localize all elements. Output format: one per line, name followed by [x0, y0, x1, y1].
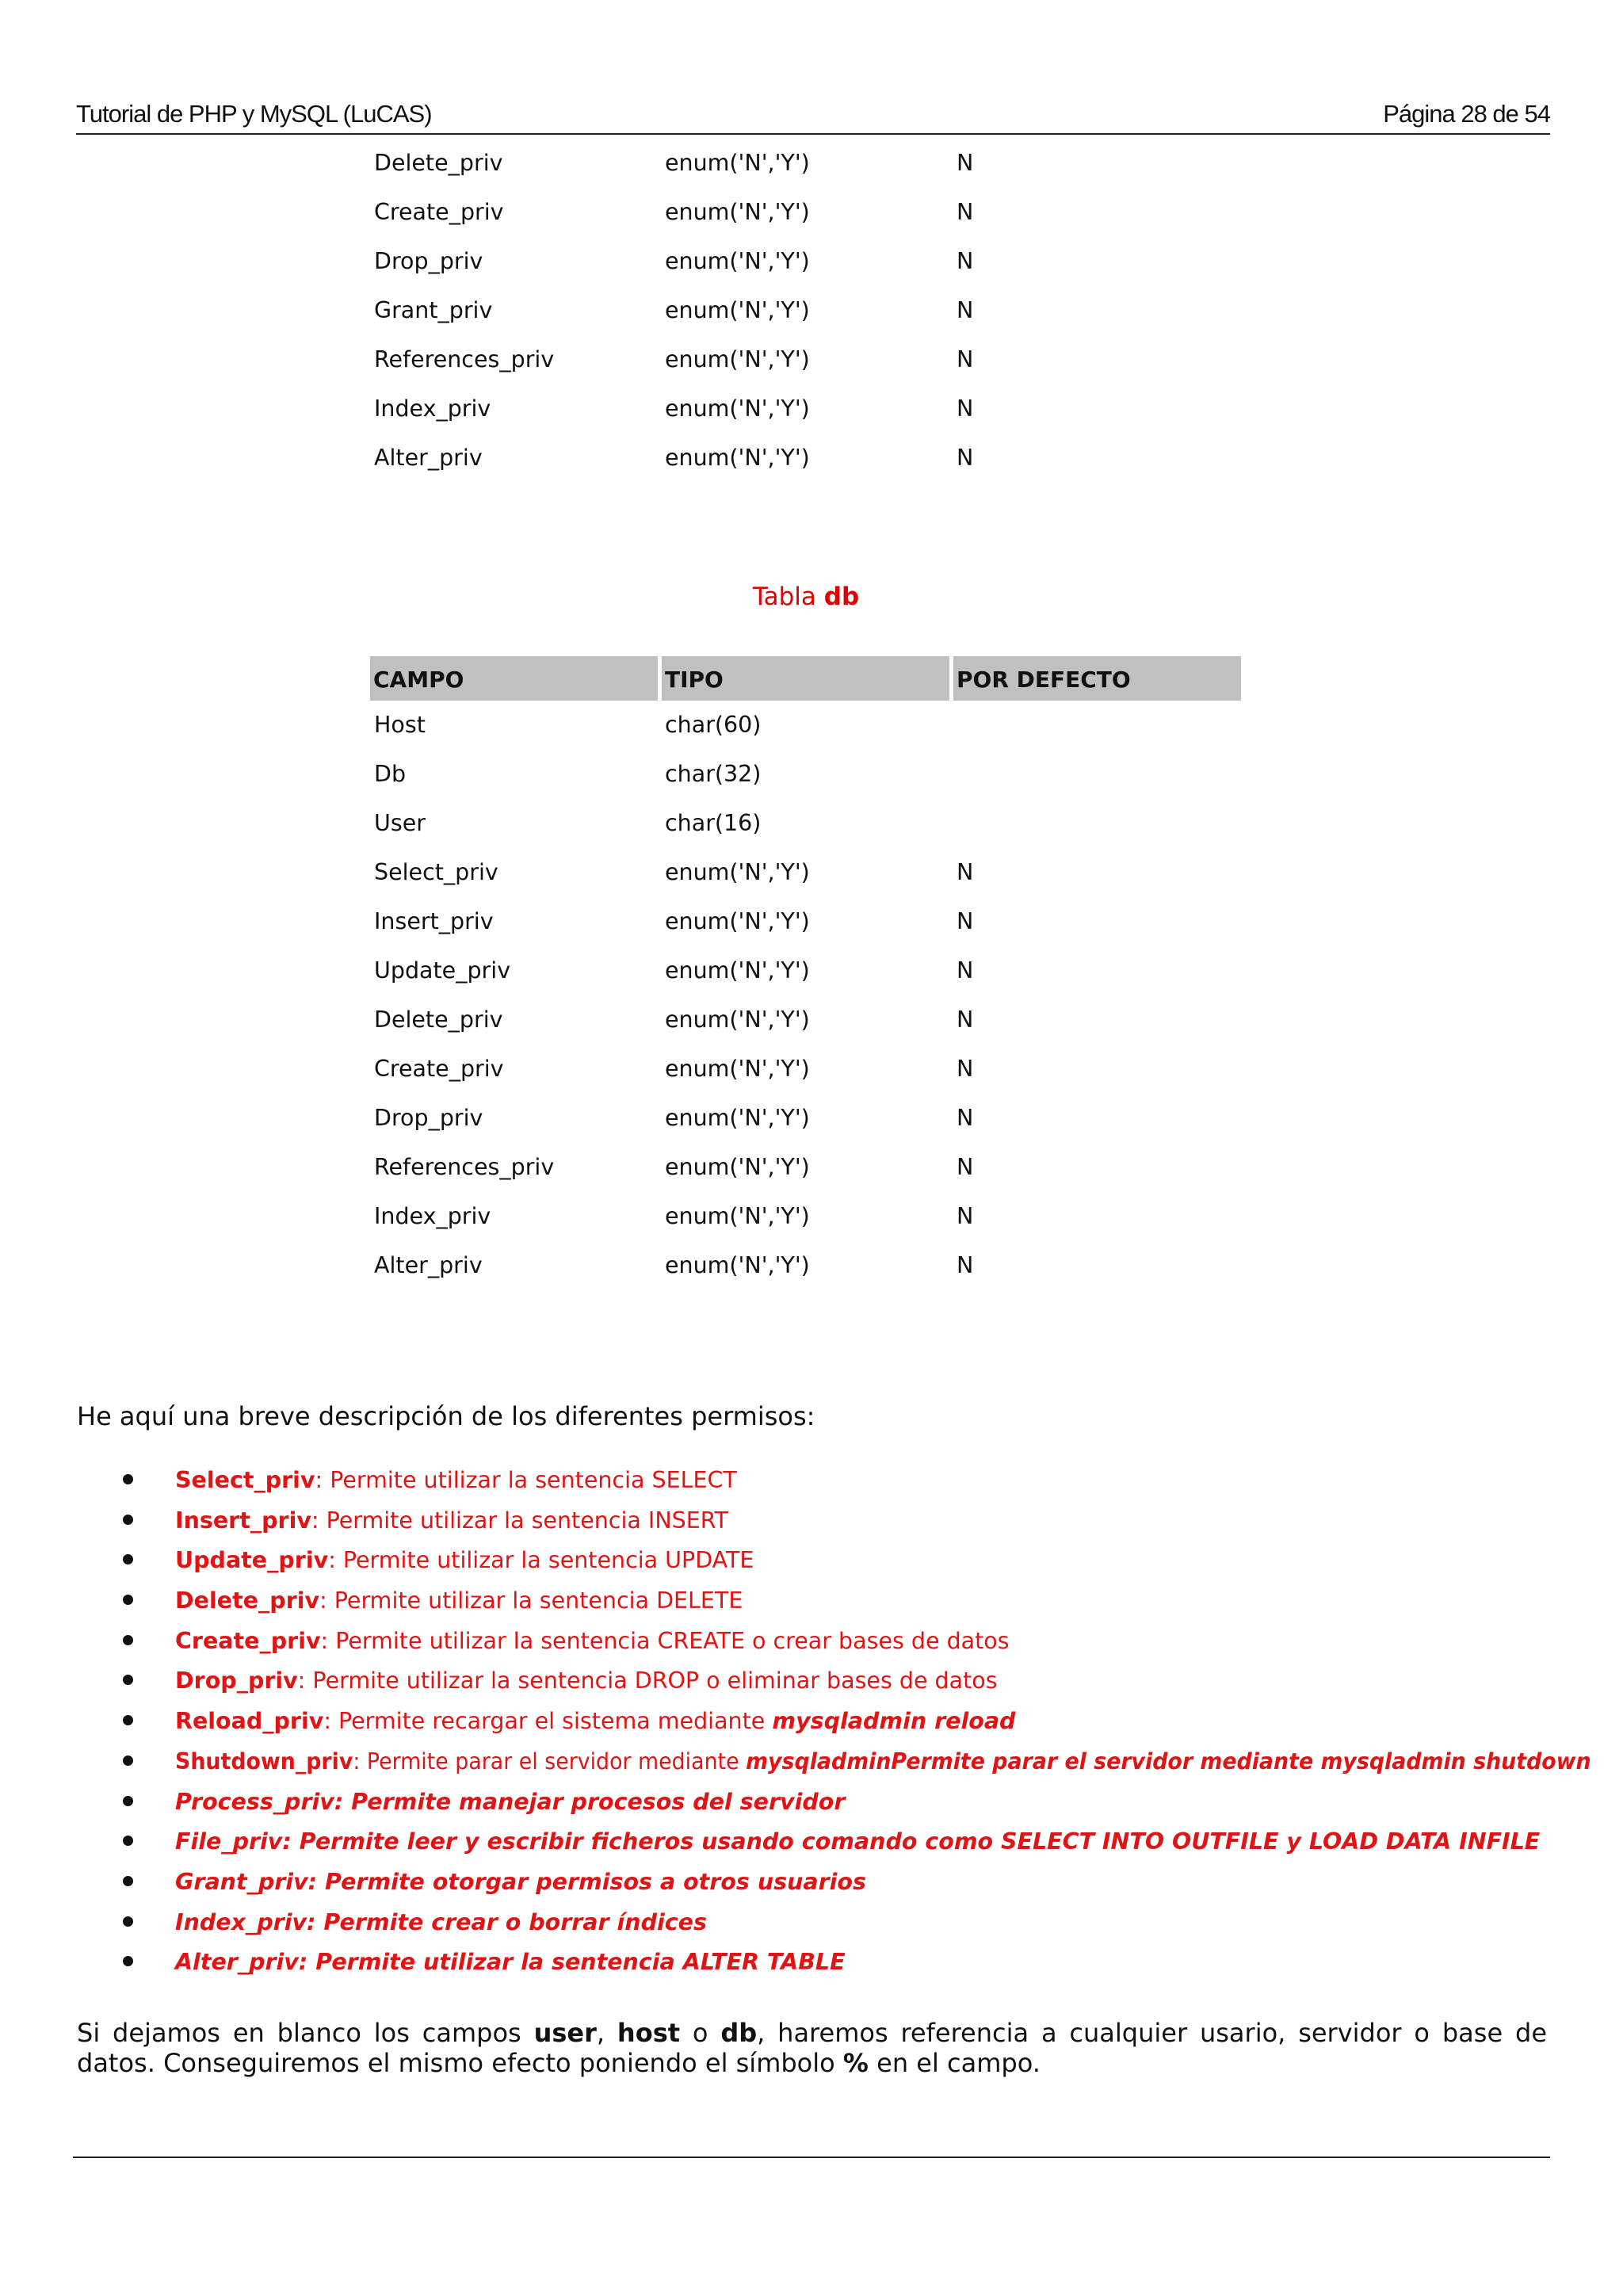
- permission-text: [175, 1869, 866, 1895]
- field-type-cell: enum('N','Y'): [665, 199, 810, 225]
- bullet-icon: [123, 1876, 133, 1886]
- field-type-cell: char(60): [665, 712, 762, 738]
- field-name-cell: Host: [374, 712, 426, 738]
- field-type-cell: enum('N','Y'): [665, 1056, 810, 1082]
- permission-name: Drop_priv: [175, 1668, 298, 1694]
- field-type-cell: enum('N','Y'): [665, 346, 810, 372]
- permission-text: [175, 1748, 1591, 1775]
- field-name-cell: Select_priv: [374, 859, 498, 885]
- bullet-icon: [123, 1635, 133, 1645]
- default-value-cell: N: [957, 395, 974, 422]
- permission-name: Select_priv: [175, 1467, 315, 1493]
- field-type-cell: char(32): [665, 761, 762, 787]
- permission-emphasis: mysqladminPermite parar el servidor mediante mysqladmin shutdown: [746, 1748, 1591, 1775]
- closing-paragraph: Si dejamos en blanco los campos user, host o db, haremos referencia a cualquier usario, servidor o base de datos. Conseguiremos el mismo efecto poniendo el símbolo % en el campo.: [77, 2018, 1548, 2078]
- permission-name: Delete_priv: [175, 1587, 320, 1614]
- table-row: [370, 1246, 1258, 1295]
- field-name-cell: References_priv: [374, 346, 555, 372]
- permission-name: Shutdown_priv: [175, 1748, 353, 1775]
- field-type-cell: enum('N','Y'): [665, 395, 810, 422]
- field-type-cell: enum('N','Y'): [665, 445, 810, 471]
- table-row: [370, 951, 1258, 1000]
- field-name-cell: Delete_priv: [374, 1007, 503, 1033]
- field-name-cell: Grant_priv: [374, 297, 493, 323]
- table-row: [370, 1000, 1258, 1049]
- page-header: [76, 94, 1550, 135]
- field-name-cell: Insert_priv: [374, 908, 494, 934]
- keyword-percent: %: [842, 2048, 869, 2078]
- field-name-cell: Delete_priv: [374, 150, 503, 176]
- table-row: [370, 438, 1258, 487]
- table-row: [370, 902, 1258, 951]
- header-cell-tipo: TIPO: [662, 656, 949, 701]
- keyword-db: db: [720, 2018, 758, 2048]
- field-type-cell: enum('N','Y'): [665, 1154, 810, 1180]
- table-row: [370, 705, 1258, 755]
- field-type-cell: enum('N','Y'): [665, 1203, 810, 1229]
- field-type-cell: enum('N','Y'): [665, 1252, 810, 1278]
- table-caption: [370, 583, 1242, 611]
- permission-text: [175, 1547, 754, 1573]
- user-table-continuation: [370, 143, 1258, 487]
- header-cell-por-defecto: POR DEFECTO: [953, 656, 1241, 701]
- header-cell-campo: CAMPO: [370, 656, 658, 701]
- default-value-cell: N: [957, 1056, 974, 1082]
- keyword-host: host: [617, 2018, 681, 2048]
- permission-description: : Permite parar el servidor mediante: [353, 1748, 747, 1775]
- default-value-cell: N: [957, 248, 974, 274]
- permission-description: : Permite recargar el sistema mediante: [323, 1708, 773, 1735]
- bullet-icon: [123, 1715, 133, 1725]
- permission-text: [175, 1708, 1015, 1734]
- permission-emphasis: Process_priv: Permite manejar procesos del servidor: [175, 1788, 846, 1815]
- default-value-cell: N: [957, 1007, 974, 1033]
- bullet-icon: [123, 1916, 133, 1927]
- default-value-cell: N: [957, 859, 974, 885]
- permission-description: : Permite utilizar la sentencia INSERT: [311, 1507, 728, 1534]
- table-row: [370, 1098, 1258, 1148]
- caption-table-name: db: [823, 583, 860, 611]
- default-value-cell: N: [957, 150, 974, 176]
- table-row: [370, 389, 1258, 438]
- permission-text: [175, 1949, 846, 1975]
- permission-emphasis: Alter_priv: Permite utilizar la sentencia ALTER TABLE: [175, 1949, 846, 1976]
- permission-description: : Permite utilizar la sentencia UPDATE: [328, 1547, 754, 1574]
- default-value-cell: N: [957, 957, 974, 984]
- table-row: [370, 853, 1258, 902]
- intro-text: He aquí una breve descripción de los diferentes permisos:: [77, 1401, 815, 1431]
- field-name-cell: Index_priv: [374, 395, 491, 422]
- table-row: [370, 755, 1258, 804]
- permission-emphasis: Index_priv: Permite crear o borrar índices: [175, 1908, 707, 1935]
- bullet-icon: [123, 1836, 133, 1846]
- keyword-user: user: [533, 2018, 597, 2048]
- field-name-cell: Create_priv: [374, 199, 504, 225]
- table-row: [370, 291, 1258, 340]
- bullet-icon: [123, 1554, 133, 1564]
- default-value-cell: N: [957, 1154, 974, 1180]
- field-type-cell: enum('N','Y'): [665, 957, 810, 984]
- permission-description: : Permite utilizar la sentencia CREATE o crear bases de datos: [320, 1627, 1010, 1654]
- default-value-cell: N: [957, 346, 974, 372]
- field-type-cell: enum('N','Y'): [665, 908, 810, 934]
- field-type-cell: enum('N','Y'): [665, 1105, 810, 1131]
- db-table: [370, 656, 1258, 1295]
- bullet-icon: [123, 1515, 133, 1525]
- permission-description: : Permite utilizar la sentencia DELETE: [319, 1587, 743, 1614]
- table-row: [370, 1148, 1258, 1197]
- permission-description: : Permite utilizar la sentencia DROP o eliminar bases de datos: [297, 1668, 998, 1694]
- permission-emphasis: mysqladmin reload: [772, 1708, 1016, 1735]
- permission-text: [175, 1467, 737, 1493]
- default-value-cell: N: [957, 297, 974, 323]
- bullet-icon: [123, 1595, 133, 1605]
- page-number: Página 28 de 54: [1383, 100, 1550, 128]
- bullet-icon: [123, 1755, 133, 1766]
- permission-name: Insert_priv: [175, 1507, 311, 1534]
- permission-name: Update_priv: [175, 1547, 329, 1574]
- footer-divider: [73, 2157, 1550, 2158]
- bullet-icon: [123, 1956, 133, 1966]
- default-value-cell: N: [957, 199, 974, 225]
- permission-text: [175, 1668, 998, 1694]
- field-name-cell: Create_priv: [374, 1056, 504, 1082]
- bullet-icon: [123, 1796, 133, 1806]
- permission-name: Create_priv: [175, 1627, 321, 1654]
- bullet-icon: [123, 1675, 133, 1685]
- permission-text: [175, 1628, 1010, 1654]
- document-title: Tutorial de PHP y MySQL (LuCAS): [76, 100, 432, 128]
- permission-description: : Permite utilizar la sentencia SELECT: [315, 1467, 737, 1493]
- bullet-icon: [123, 1474, 133, 1484]
- field-name-cell: References_priv: [374, 1154, 555, 1180]
- permission-text: [175, 1909, 707, 1935]
- field-name-cell: Drop_priv: [374, 1105, 483, 1131]
- default-value-cell: N: [957, 1105, 974, 1131]
- field-name-cell: User: [374, 810, 426, 836]
- permission-text: [175, 1587, 743, 1614]
- field-type-cell: enum('N','Y'): [665, 859, 810, 885]
- default-value-cell: N: [957, 1203, 974, 1229]
- table-row: [370, 340, 1258, 389]
- field-name-cell: Db: [374, 761, 407, 787]
- default-value-cell: N: [957, 908, 974, 934]
- db-table-body: [370, 705, 1258, 1295]
- table-row: [370, 804, 1258, 853]
- field-name-cell: Alter_priv: [374, 1252, 483, 1278]
- table-row: [370, 1197, 1258, 1246]
- permission-text: [175, 1507, 728, 1534]
- permission-text: [175, 1789, 845, 1815]
- permission-name: Reload_priv: [175, 1708, 324, 1735]
- field-name-cell: Alter_priv: [374, 445, 483, 471]
- field-name-cell: Index_priv: [374, 1203, 491, 1229]
- field-type-cell: enum('N','Y'): [665, 150, 810, 176]
- table-row: [370, 1049, 1258, 1098]
- field-type-cell: enum('N','Y'): [665, 248, 810, 274]
- default-value-cell: N: [957, 445, 974, 471]
- table-row: [370, 193, 1258, 242]
- permission-emphasis: File_priv: Permite leer y escribir ficheros usando comando como SELECT INTO OUTFILE y LOAD DATA INFILE: [175, 1828, 1541, 1855]
- permission-text: [175, 1828, 1540, 1855]
- caption-prefix: Tabla: [752, 583, 824, 611]
- field-type-cell: enum('N','Y'): [665, 1007, 810, 1033]
- field-name-cell: Drop_priv: [374, 248, 483, 274]
- table-row: [370, 242, 1258, 291]
- table-header-row: [370, 656, 1258, 705]
- field-type-cell: char(16): [665, 810, 762, 836]
- field-type-cell: enum('N','Y'): [665, 297, 810, 323]
- field-name-cell: Update_priv: [374, 957, 511, 984]
- default-value-cell: N: [957, 1252, 974, 1278]
- permission-emphasis: Grant_priv: Permite otorgar permisos a otros usuarios: [175, 1868, 866, 1895]
- table-row: [370, 143, 1258, 193]
